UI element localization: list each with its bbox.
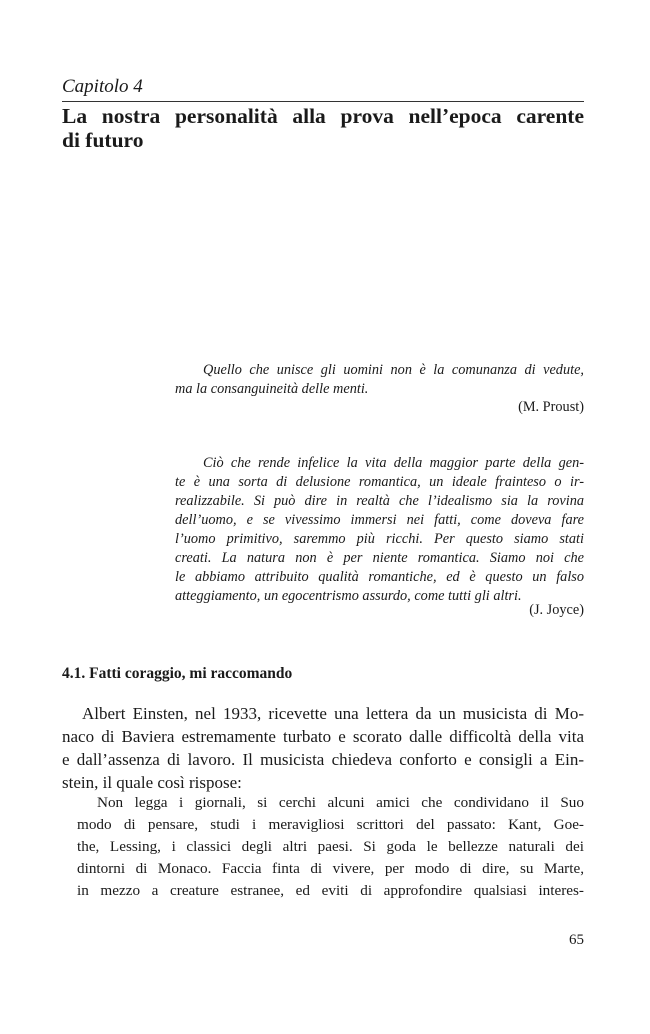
epigraph-author: (J. Joyce) [529, 602, 584, 618]
chapter-title-line: La nostra personalità alla prova nell’epoca carente [62, 104, 584, 128]
paragraph-line: stein, il quale così rispose: [62, 773, 242, 792]
letter-line: Non legga i giornali, si cerchi alcuni amici che condividano il Suo [97, 794, 584, 811]
epigraph-line: Ciò che rende infelice la vita della maggior parte della gen- [203, 455, 584, 471]
letter-line: modo di pensare, studi i meravigliosi scrittori del passato: Kant, Goe- [77, 816, 584, 833]
epigraph-line: creati. La natura non è per niente romantica. Siamo noi che [175, 550, 584, 566]
letter-line: in mezzo a creature estranee, ed eviti di approfondire qualsiasi interes- [77, 882, 584, 899]
letter-line: dintorni di Monaco. Faccia finta di vivere, per modo di dire, su Marte, [77, 860, 584, 877]
epigraph-line: Quello che unisce gli uomini non è la comunanza di vedute, [203, 362, 584, 378]
section-heading: 4.1. Fatti coraggio, mi raccomando [62, 665, 293, 682]
epigraph-line: atteggiamento, un egocentrismo assurdo, come tutti gli altri. [175, 588, 522, 604]
epigraph-line: l’uomo primitivo, saremmo più ricchi. Per questo siamo stati [175, 531, 584, 547]
epigraph-author: (M. Proust) [518, 399, 584, 415]
divider [62, 101, 584, 102]
epigraph-line: dell’uomo, e se vivessimo immersi nei fatti, come doveva fare [175, 512, 584, 528]
chapter-label: Capitolo 4 [62, 76, 143, 97]
paragraph-line: e dall’assenza di lavoro. Il musicista chiedeva conforto e consigli a Ein- [62, 750, 584, 769]
chapter-title-line: di futuro [62, 128, 144, 152]
epigraph-line: te è una sorta di delusione romantica, un ideale frainteso o ir- [175, 474, 584, 490]
epigraph-line: le abbiamo attribuito qualità romantiche, ed è questo un falso [175, 569, 584, 585]
paragraph-line: Albert Einsten, nel 1933, ricevette una lettera da un musicista di Mo- [82, 704, 584, 723]
letter-line: the, Lessing, i classici degli altri paesi. Si goda le bellezze naturali dei [77, 838, 584, 855]
page-number: 65 [569, 932, 584, 948]
paragraph-line: naco di Baviera estremamente turbato e scorato dalle difficoltà della vita [62, 727, 584, 746]
epigraph-line: realizzabile. Si può dire in realtà che l’idealismo sia la rovina [175, 493, 584, 509]
epigraph-line: ma la consanguineità delle menti. [175, 381, 369, 397]
